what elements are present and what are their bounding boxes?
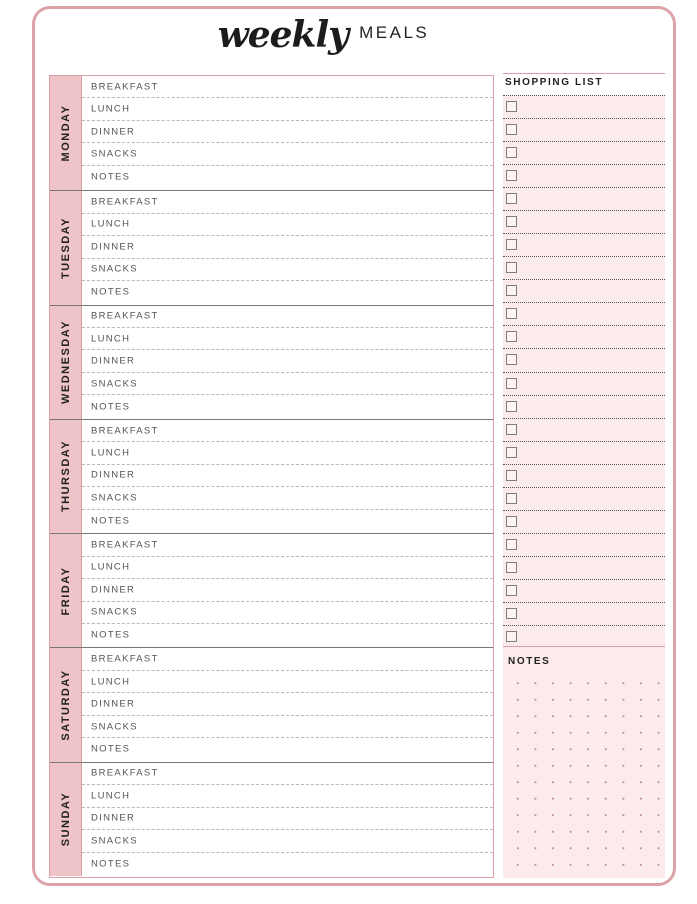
meal-slot-dinner[interactable] <box>82 350 493 372</box>
meal-slot-label: NOTES <box>91 286 131 298</box>
checkbox[interactable] <box>506 378 517 389</box>
shopping-list-item[interactable] <box>503 210 665 233</box>
shopping-list-item[interactable] <box>503 95 665 118</box>
day-block-sunday <box>50 762 493 876</box>
day-label-text: MONDAY <box>59 104 72 162</box>
meal-slot-lunch[interactable] <box>82 671 493 693</box>
meal-slot-dinner[interactable] <box>82 808 493 830</box>
meal-slot-label: SNACKS <box>91 606 138 618</box>
checkbox[interactable] <box>506 447 517 458</box>
shopping-list-item[interactable] <box>503 487 665 510</box>
shopping-list-item[interactable] <box>503 556 665 579</box>
meal-slot-notes[interactable] <box>82 281 493 303</box>
day-label <box>50 534 82 647</box>
meal-slot-label: BREAKFAST <box>91 310 159 322</box>
meal-slot-label: SNACKS <box>91 148 138 160</box>
meal-slot-label: LUNCH <box>91 103 131 115</box>
meal-slot-label: BREAKFAST <box>91 81 159 93</box>
day-label <box>50 763 82 876</box>
meal-slot-breakfast[interactable] <box>82 534 493 556</box>
checkbox[interactable] <box>506 401 517 412</box>
day-block-wednesday <box>50 305 493 419</box>
shopping-list-item[interactable] <box>503 579 665 602</box>
shopping-list-item[interactable] <box>503 233 665 256</box>
shopping-list-item[interactable] <box>503 348 665 371</box>
title-script: weekly <box>217 14 349 56</box>
day-label-text: FRIDAY <box>59 566 72 616</box>
checkbox[interactable] <box>506 608 517 619</box>
shopping-list-item[interactable] <box>503 141 665 164</box>
divider <box>503 73 665 74</box>
meal-slot-breakfast[interactable] <box>82 648 493 670</box>
meal-slot-label: LUNCH <box>91 447 131 459</box>
day-label <box>50 306 82 419</box>
day-label <box>50 191 82 304</box>
day-block-thursday <box>50 419 493 533</box>
meal-slot-label: NOTES <box>91 401 131 413</box>
checkbox[interactable] <box>506 193 517 204</box>
meal-slot-breakfast[interactable] <box>82 191 493 213</box>
meal-slot-snacks[interactable] <box>82 716 493 738</box>
shopping-list-item[interactable] <box>503 279 665 302</box>
meal-slot-label: DINNER <box>91 812 136 824</box>
shopping-list-item[interactable] <box>503 118 665 141</box>
meal-slot-dinner[interactable] <box>82 579 493 601</box>
meal-slot-label: LUNCH <box>91 561 131 573</box>
shopping-list-item[interactable] <box>503 625 665 648</box>
title-caps: MEALS <box>359 23 430 42</box>
meal-slot-notes[interactable] <box>82 510 493 532</box>
dot-grid-writing-area[interactable] <box>509 675 665 874</box>
shopping-list-item[interactable] <box>503 464 665 487</box>
meal-slot-notes[interactable] <box>82 853 493 875</box>
meal-slot-label: SNACKS <box>91 492 138 504</box>
meal-slot-label: SNACKS <box>91 378 138 390</box>
meal-slot-snacks[interactable] <box>82 373 493 395</box>
meal-slot-label: DINNER <box>91 698 136 710</box>
day-block-friday <box>50 533 493 647</box>
shopping-list-item[interactable] <box>503 302 665 325</box>
notes-panel <box>503 646 665 878</box>
meal-slot-label: NOTES <box>91 515 131 527</box>
shopping-list-item[interactable] <box>503 256 665 279</box>
shopping-list-item[interactable] <box>503 510 665 533</box>
day-label-text: THURSDAY <box>59 440 72 513</box>
page-title <box>0 14 697 74</box>
meal-slot-lunch[interactable] <box>82 557 493 579</box>
meal-slot-label: DINNER <box>91 126 136 138</box>
shopping-list-item[interactable] <box>503 418 665 441</box>
day-label <box>50 648 82 761</box>
shopping-list-item[interactable] <box>503 325 665 348</box>
day-label-text: WEDNESDAY <box>59 320 72 405</box>
checkbox[interactable] <box>506 539 517 550</box>
meal-table <box>49 75 494 878</box>
meal-slot-lunch[interactable] <box>82 214 493 236</box>
meal-slot-snacks[interactable] <box>82 830 493 852</box>
day-label-text: SUNDAY <box>59 792 72 847</box>
checkbox[interactable] <box>506 493 517 504</box>
checkbox[interactable] <box>506 239 517 250</box>
meal-slot-snacks[interactable] <box>82 487 493 509</box>
meal-slot-label: DINNER <box>91 241 136 253</box>
meal-slot-breakfast[interactable] <box>82 420 493 442</box>
day-label-text: TUESDAY <box>59 216 72 279</box>
meal-slot-breakfast[interactable] <box>82 76 493 98</box>
day-label <box>50 420 82 533</box>
day-block-monday <box>50 76 493 190</box>
meal-slot-label: NOTES <box>91 629 131 641</box>
meal-slot-label: BREAKFAST <box>91 767 159 779</box>
shopping-list-item[interactable] <box>503 395 665 418</box>
shopping-list-panel <box>503 73 665 648</box>
shopping-list-item[interactable] <box>503 533 665 556</box>
checkbox[interactable] <box>506 424 517 435</box>
meal-slot-dinner[interactable] <box>82 121 493 143</box>
checkbox[interactable] <box>506 147 517 158</box>
meal-slot-breakfast[interactable] <box>82 763 493 785</box>
meal-slot-label: LUNCH <box>91 333 131 345</box>
meal-slot-label: NOTES <box>91 858 131 870</box>
checkbox[interactable] <box>506 124 517 135</box>
checkbox[interactable] <box>506 216 517 227</box>
meal-slot-snacks[interactable] <box>82 259 493 281</box>
shopping-list <box>503 95 665 648</box>
day-label <box>50 76 82 190</box>
meal-slot-label: SNACKS <box>91 721 138 732</box>
notes-title: NOTES <box>508 656 551 667</box>
day-block-tuesday <box>50 190 493 304</box>
checkbox[interactable] <box>506 354 517 365</box>
meal-slot-label: BREAKFAST <box>91 539 159 551</box>
meal-slot-label: BREAKFAST <box>91 196 159 208</box>
meal-slot-label: SNACKS <box>91 263 138 275</box>
checkbox[interactable] <box>506 170 517 181</box>
checkbox[interactable] <box>506 262 517 273</box>
checkbox[interactable] <box>506 585 517 596</box>
checkbox[interactable] <box>506 470 517 481</box>
checkbox[interactable] <box>506 285 517 296</box>
meal-slot-label: NOTES <box>91 171 131 183</box>
meal-slot-notes[interactable] <box>82 738 493 760</box>
day-label-text: SATURDAY <box>59 669 72 741</box>
meal-slot-label: NOTES <box>91 743 131 755</box>
shopping-list-item[interactable] <box>503 602 665 625</box>
meal-slot-notes[interactable] <box>82 624 493 646</box>
meal-slot-label: BREAKFAST <box>91 653 159 665</box>
meal-slot-label: SNACKS <box>91 835 138 847</box>
checkbox[interactable] <box>506 562 517 573</box>
meal-slot-label: DINNER <box>91 469 136 481</box>
meal-slot-label: LUNCH <box>91 218 131 230</box>
meal-slot-notes[interactable] <box>82 166 493 188</box>
checkbox[interactable] <box>506 331 517 342</box>
checkbox[interactable] <box>506 101 517 112</box>
checkbox[interactable] <box>506 308 517 319</box>
meal-slot-snacks[interactable] <box>82 143 493 165</box>
meal-slot-snacks[interactable] <box>82 602 493 624</box>
meal-slot-lunch[interactable] <box>82 328 493 350</box>
meal-slot-dinner[interactable] <box>82 236 493 258</box>
day-block-saturday <box>50 647 493 761</box>
shopping-list-item[interactable] <box>503 372 665 395</box>
meal-slot-notes[interactable] <box>82 395 493 417</box>
shopping-list-item[interactable] <box>503 164 665 187</box>
shopping-list-item[interactable] <box>503 441 665 464</box>
meal-slot-label: LUNCH <box>91 676 131 688</box>
meal-slot-dinner[interactable] <box>82 693 493 715</box>
checkbox[interactable] <box>506 516 517 527</box>
shopping-list-item[interactable] <box>503 187 665 210</box>
meal-slot-label: DINNER <box>91 584 136 596</box>
meal-slot-breakfast[interactable] <box>82 306 493 328</box>
meal-slot-lunch[interactable] <box>82 98 493 120</box>
meal-slot-lunch[interactable] <box>82 442 493 464</box>
meal-slot-label: LUNCH <box>91 790 131 802</box>
meal-slot-label: BREAKFAST <box>91 425 159 437</box>
meal-slot-label: DINNER <box>91 355 136 367</box>
meal-slot-dinner[interactable] <box>82 465 493 487</box>
checkbox[interactable] <box>506 631 517 642</box>
meal-slot-lunch[interactable] <box>82 785 493 807</box>
shopping-list-title: SHOPPING LIST <box>505 77 604 88</box>
